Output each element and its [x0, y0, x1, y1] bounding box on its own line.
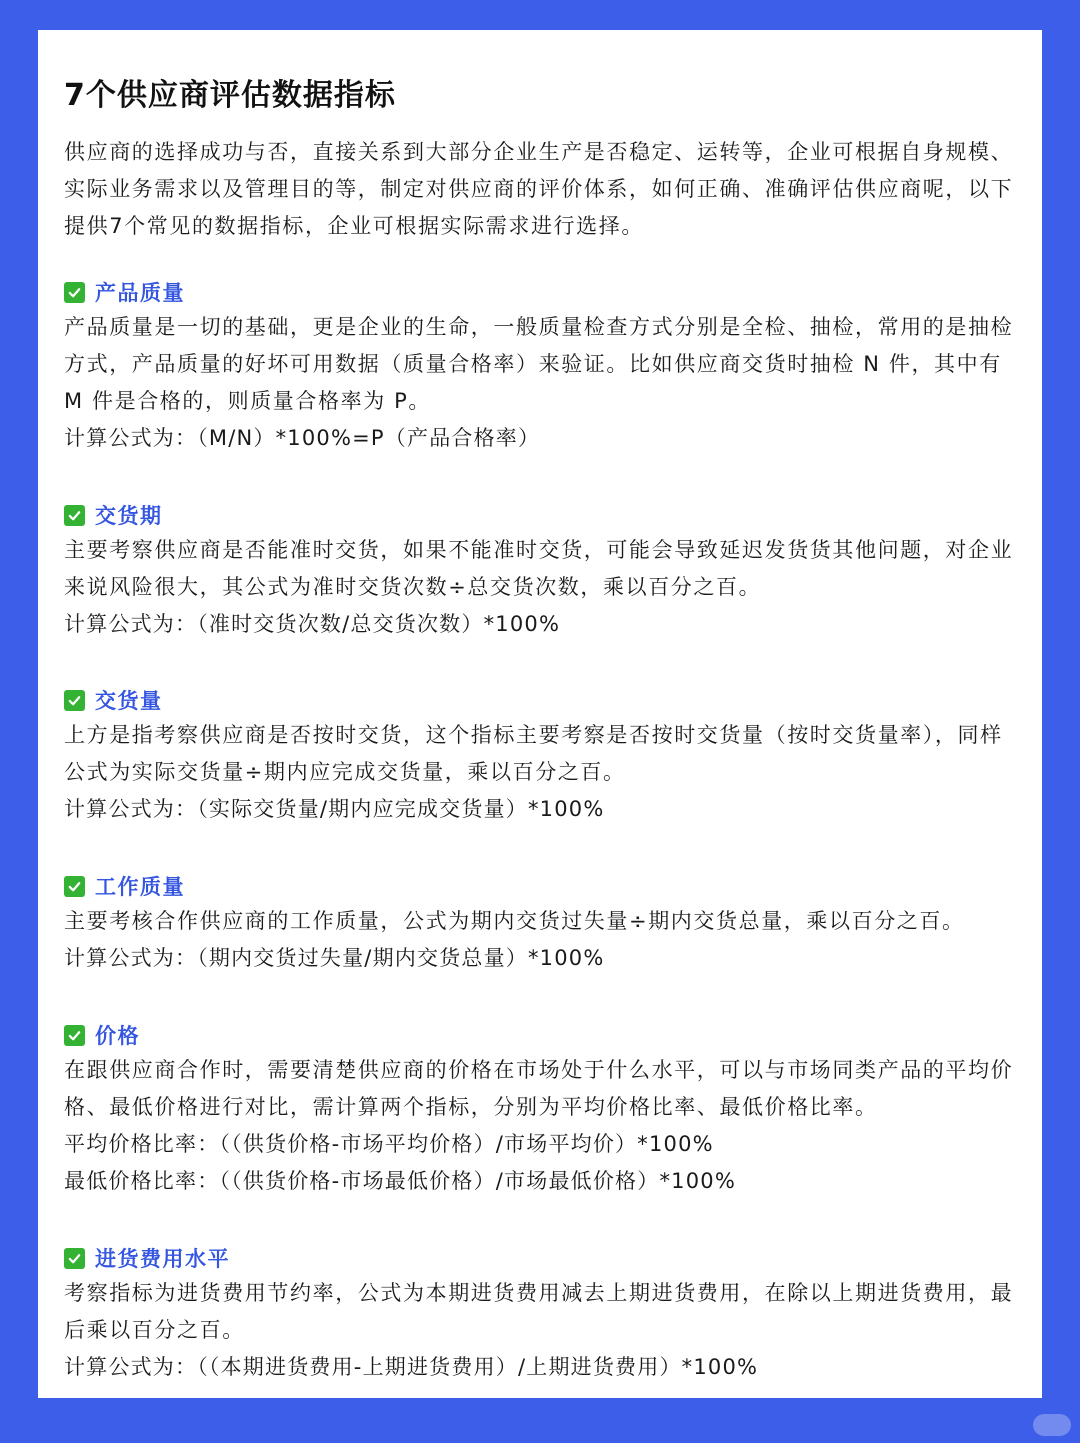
- formula-text: 计算公式为：（准时交货次数/总交货次数）*100%: [64, 612, 561, 636]
- formula-text: 计算公式为：（M/N）*100%=P（产品合格率）: [64, 426, 541, 450]
- section-title: 交货量: [95, 689, 163, 713]
- section-title: 交货期: [95, 504, 163, 528]
- section-text: 考察指标为进货费用节约率，公式为本期进货费用减去上期进货费用，在除以上期进货费用，最后乘以百分之百。: [64, 1281, 1014, 1342]
- section-price: [64, 1018, 1020, 1200]
- check-mark-icon: [64, 282, 85, 303]
- section-text: 产品质量是一切的基础，更是企业的生命，一般质量检查方式分别是全检、抽检，常用的是抽检方式，产品质量的好坏可用数据（质量合格率）来验证。比如供应商交货时抽检 N 件，其中有 M 件是合格的，则质量合格率为 P。: [64, 315, 1014, 413]
- check-mark-icon: [64, 690, 85, 711]
- section-title: 工作质量: [95, 875, 185, 899]
- section-text: 主要考核合作供应商的工作质量，公式为期内交货过失量÷期内交货总量，乘以百分之百。: [64, 909, 965, 933]
- section-delivery-quantity: [64, 683, 1020, 828]
- section-title: 价格: [95, 1024, 140, 1048]
- section-title: 产品质量: [95, 281, 185, 305]
- formula-text: 计算公式为：（实际交货量/期内应完成交货量）*100%: [64, 797, 605, 821]
- section-text: 上方是指考察供应商是否按时交货，这个指标主要考察是否按时交货量（按时交货量率），同样公式为实际交货量÷期内应完成交货量，乘以百分之百。: [64, 723, 1003, 784]
- content-card: [38, 30, 1042, 1398]
- section-header: [64, 1241, 1020, 1275]
- check-mark-icon: [64, 505, 85, 526]
- formula-text: 计算公式为：（期内交货过失量/期内交货总量）*100%: [64, 946, 605, 970]
- section-header: [64, 498, 1020, 532]
- section-header: [64, 683, 1020, 717]
- section-header: [64, 275, 1020, 309]
- intro-paragraph: 供应商的选择成功与否，直接关系到大部分企业生产是否稳定、运转等，企业可根据自身规模、实际业务需求以及管理目的等，制定对供应商的评价体系，如何正确、准确评估供应商呢，以下提供7个常见的数据指标，企业可根据实际需求进行选择。: [64, 140, 1014, 238]
- section-header: [64, 869, 1020, 903]
- section-purchase-cost: [64, 1241, 1020, 1386]
- formula-text: 计算公式为：（（本期进货费用-上期进货费用）/上期进货费用）*100%: [64, 1355, 759, 1379]
- section-header: [64, 1018, 1020, 1052]
- section-work-quality: [64, 869, 1020, 977]
- check-mark-icon: [64, 876, 85, 897]
- section-text: 在跟供应商合作时，需要清楚供应商的价格在市场处于什么水平，可以与市场同类产品的平均价格、最低价格进行对比，需计算两个指标，分别为平均价格比率、最低价格比率。: [64, 1058, 1014, 1119]
- section-text: 主要考察供应商是否能准时交货，如果不能准时交货，可能会导致延迟发货货其他问题，对企业来说风险很大，其公式为准时交货次数÷总交货次数，乘以百分之百。: [64, 538, 1014, 599]
- watermark-logo: [1033, 1414, 1071, 1436]
- formula-text: 平均价格比率：（（供货价格-市场平均价格）/市场平均价）*100%: [64, 1132, 714, 1156]
- check-mark-icon: [64, 1025, 85, 1046]
- page-title: 7个供应商评估数据指标: [64, 78, 396, 113]
- section-delivery-time: [64, 498, 1020, 643]
- check-mark-icon: [64, 1248, 85, 1269]
- section-product-quality: [64, 275, 1020, 457]
- section-title: 进货费用水平: [95, 1247, 230, 1271]
- formula-text: 最低价格比率：（（供货价格-市场最低价格）/市场最低价格）*100%: [64, 1169, 736, 1193]
